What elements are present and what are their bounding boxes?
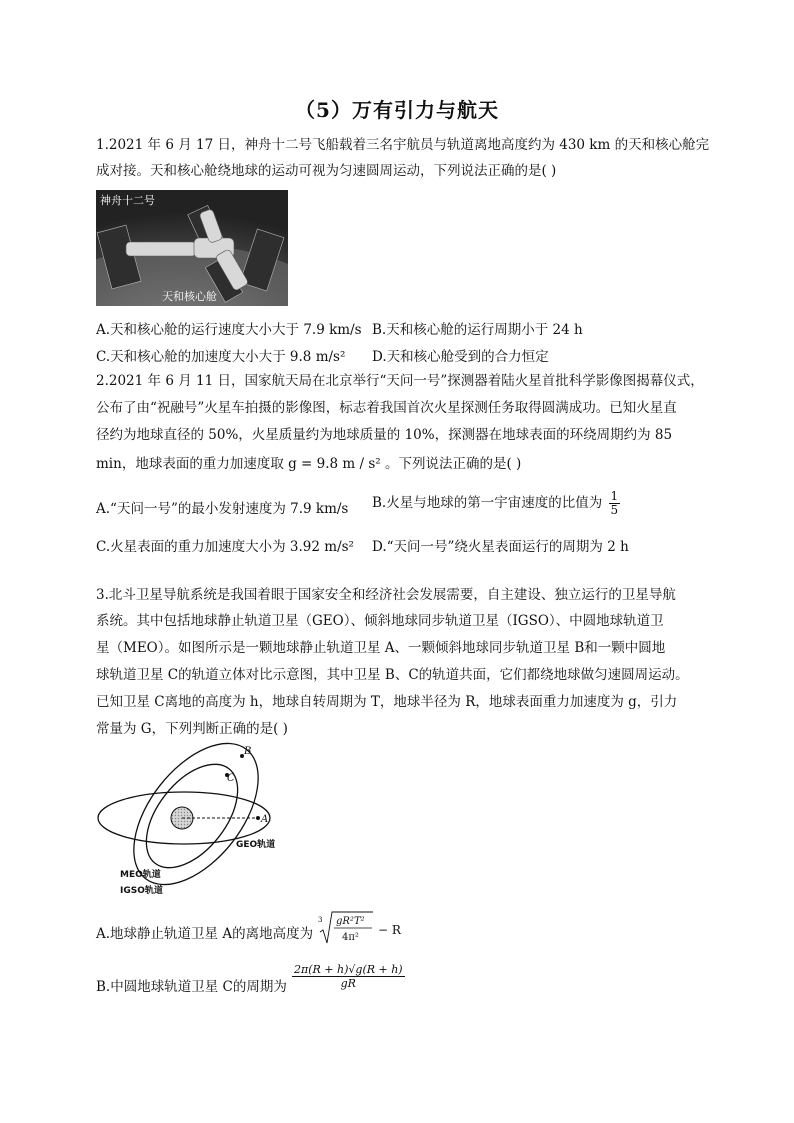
- orbit-diagram: [96, 742, 296, 902]
- q2-stem-line4: min，地球表面的重力加速度取 g = 9.8 m / s² 。下列说法正确的是( ): [96, 456, 522, 472]
- q2-option-b-fraction: [609, 490, 621, 517]
- period-numerator: 2π(R + h)√g(R + h): [294, 963, 403, 976]
- q2-stem-line3: 径约为地球直径的 50%，火星质量约为地球质量的 10%，探测器在地球表面的环绕周期约为 85: [96, 427, 673, 443]
- q3-stem-line6: 常量为 G，下列判断正确的是( ): [96, 721, 288, 737]
- period-denominator: gR: [340, 977, 356, 990]
- formula-tail: − R: [378, 923, 401, 937]
- page-title: （5）万有引力与航天: [295, 98, 499, 122]
- q1-option-c: C.天和核心舱的加速度大小大于 9.8 m/s²: [96, 349, 346, 365]
- q2-option-b: [372, 490, 620, 517]
- q1-stem-line1: 1.2021 年 6 月 17 日，神舟十二号飞船载着三名宇航员与轨道离地高度约为 430 km 的天和核心舱完: [96, 137, 710, 153]
- orbit-diagram-svg: [96, 742, 296, 902]
- label-c: C: [227, 773, 235, 784]
- photo-label-top: 神舟十二号: [100, 194, 155, 207]
- q3-option-a: [96, 922, 313, 942]
- label-b: B: [244, 746, 252, 757]
- q2-option-d: D.“天问一号”绕火星表面运行的周期为 2 h: [372, 539, 629, 555]
- q3-stem-line3: 星（MEO）。如图所示是一颗地球静止轨道卫星 A、一颗倾斜地球同步轨道卫星 B和一颗中圆地: [96, 640, 666, 656]
- q1-stem-line2: 成对接。天和核心舱绕地球的运动可视为匀速圆周运动，下列说法正确的是( ): [96, 163, 557, 179]
- q1-photo: [96, 190, 288, 306]
- q3-stem-line2: 系统。其中包括地球静止轨道卫星（GEO）、倾斜地球同步轨道卫星（IGSO）、中圆地球轨道卫: [96, 613, 664, 629]
- q2-stem-line2: 公布了由“祝融号”火星车拍摄的影像图，标志着我国首次火星探测任务取得圆满成功。已知火星直: [96, 400, 677, 416]
- label-geo: GEO轨道: [236, 840, 276, 850]
- satellite-a: [256, 816, 260, 820]
- q3-stem-line4: 球轨道卫星 C的轨道立体对比示意图，其中卫星 B、C的轨道共面，它们都绕地球做匀速圆周运动。: [96, 667, 689, 683]
- space-station-image: [96, 190, 288, 306]
- photo-label-bottom: 天和核心舱: [162, 290, 217, 303]
- q2-stem-line1: 2.2021 年 6 月 11 日，国家航天局在北京举行“天问一号”探测器着陆火星首批科学影像图揭幕仪式，: [96, 373, 704, 389]
- q3-option-b-formula: [290, 963, 405, 990]
- label-meo: MEO轨道: [120, 870, 161, 880]
- period-fraction: [292, 963, 405, 990]
- q2-option-a: A.“天问一号”的最小发射速度为 7.9 km/s: [96, 501, 349, 517]
- q3-option-b: [96, 975, 287, 995]
- formula-denominator: 4π²: [342, 932, 359, 943]
- q3-stem-line5: 已知卫星 C离地的高度为 h，地球自转周期为 T，地球半径为 R，地球表面重力加速度为 g，引力: [96, 694, 678, 710]
- q3-stem-line1: 3.北斗卫星导航系统是我国着眼于国家安全和经济社会发展需要，自主建设、独立运行的卫星导航: [96, 587, 676, 603]
- root-index: 3: [318, 916, 323, 924]
- q3-option-b-text: B.中圆地球轨道卫星 C的周期为: [96, 979, 287, 995]
- label-igso: IGSO轨道: [120, 886, 163, 896]
- q3-option-a-formula: [318, 910, 408, 949]
- q2-option-b-text: B.火星与地球的第一宇宙速度的比值为: [372, 495, 603, 511]
- q1-option-a: A.天和核心舱的运行速度大小大于 7.9 km/s: [96, 322, 362, 338]
- label-a: A: [261, 814, 269, 825]
- q1-option-d: D.天和核心舱受到的合力恒定: [372, 349, 549, 365]
- q2-option-c: C.火星表面的重力加速度大小为 3.92 m/s²: [96, 539, 354, 555]
- cube-root-formula: [318, 910, 408, 946]
- fraction-numerator: 1: [610, 489, 619, 503]
- formula-numerator: gR²T²: [336, 916, 365, 927]
- q3-option-a-text: A.地球静止轨道卫星 A的离地高度为: [96, 926, 314, 942]
- fraction-denominator: 5: [610, 503, 619, 517]
- q1-option-b: B.天和核心舱的运行周期小于 24 h: [372, 322, 583, 338]
